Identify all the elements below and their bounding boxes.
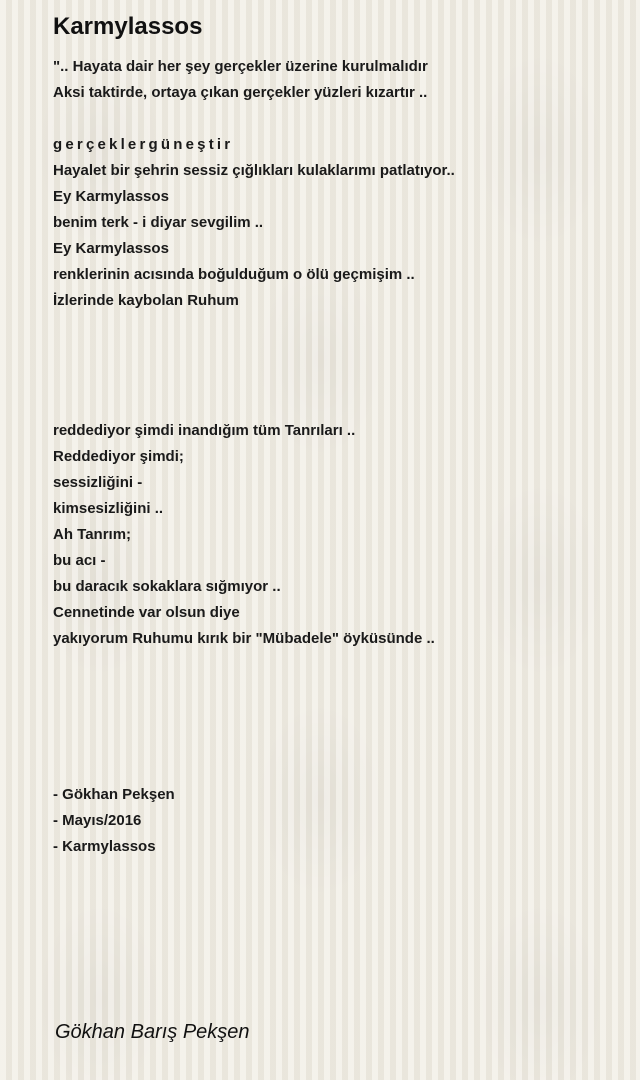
poem-line: Hayalet bir şehrin sessiz çığlıkları kulaklarımı patlatıyor.. — [53, 162, 455, 179]
poem-line — [53, 314, 613, 340]
poem-body — [53, 54, 613, 860]
poem-line: Reddediyor şimdi; — [53, 448, 184, 465]
poem-line: gerçeklergüneştir — [53, 136, 234, 153]
poem-line: - Karmylassos — [53, 838, 156, 855]
poem-line — [53, 366, 613, 392]
poem-line — [53, 730, 613, 756]
poem-line: - Gökhan Pekşen — [53, 786, 175, 803]
poem-line — [53, 652, 613, 678]
poem-line — [53, 392, 613, 418]
poem-line: kimsesizliğini .. — [53, 500, 164, 517]
poem-line: bu daracık sokaklara sığmıyor .. — [53, 578, 281, 595]
poem-line — [53, 756, 613, 782]
poem-line: Cennetinde var olsun diye — [53, 604, 240, 621]
poem-line: benim terk - i diyar sevgilim .. — [53, 214, 264, 231]
poem-line: Ey Karmylassos — [53, 240, 169, 257]
poem-line: yakıyorum Ruhumu kırık bir "Mübadele" öyküsünde .. — [53, 630, 435, 647]
poem-line — [53, 704, 613, 730]
poem-line — [53, 678, 613, 704]
poem-line: ".. Hayata dair her şey gerçekler üzerine kurulmalıdır — [53, 58, 428, 75]
poem-line: bu acı - — [53, 552, 106, 569]
poem-line: Aksi taktirde, ortaya çıkan gerçekler yüzleri kızartır .. — [53, 84, 428, 101]
poem-line: reddediyor şimdi inandığım tüm Tanrıları .. — [53, 422, 356, 439]
poem-line: İzlerinde kaybolan Ruhum — [53, 292, 239, 309]
poem-line: Ah Tanrım; — [53, 526, 132, 543]
poem-line: Ey Karmylassos — [53, 188, 169, 205]
poem-title: Karmylassos — [53, 13, 203, 40]
poem-line — [53, 106, 613, 132]
poem-line: renklerinin acısında boğulduğum o ölü geçmişim .. — [53, 266, 415, 283]
poem-line — [53, 340, 613, 366]
poem-line: - Mayıs/2016 — [53, 812, 142, 829]
author-signature: Gökhan Barış Pekşen — [55, 1021, 250, 1043]
poem-line: sessizliğini - — [53, 474, 143, 491]
